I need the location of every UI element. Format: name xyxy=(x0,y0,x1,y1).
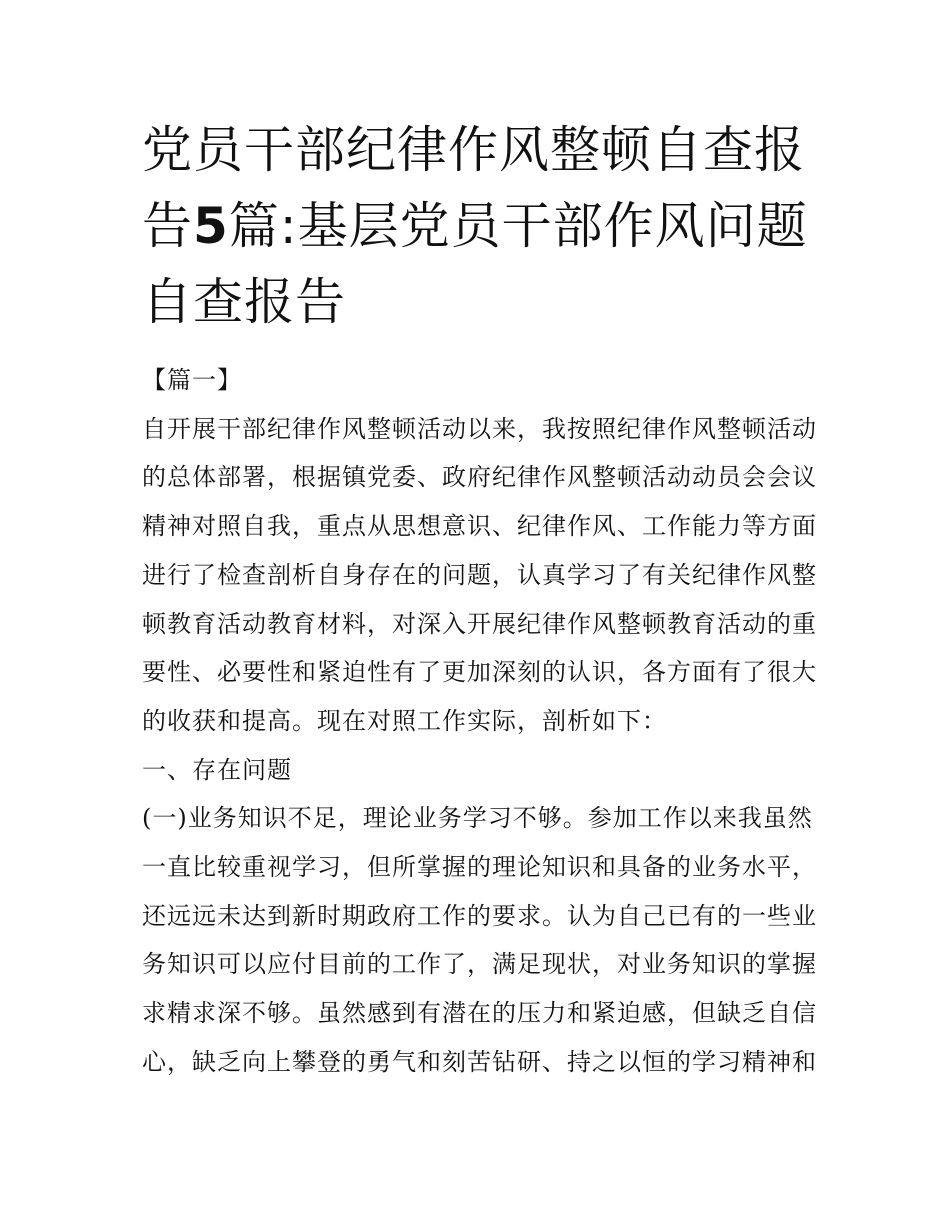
section-label: 【篇一】 xyxy=(142,366,242,394)
title-text-part2: 篇:基层党员干部作风问题自查报告 xyxy=(142,197,808,331)
title-number: 5 xyxy=(193,197,229,255)
paragraph-intro: 自开展干部纪律作风整顿活动以来，我按照纪律作风整顿活动的总体部署，根据镇党委、政府纪律作风整顿活动动员会会议精神对照自我，重点从思想意识、纪律作风、工作能力等方面进行了检查剖析自身存在的问题，认真学习了有关纪律作风整顿教育活动教育材料，对深入开展纪律作风整顿教育活动的重要性、必要性和紧迫性有了更加深刻的认识，各方面有了很大的收获和提高。现在对照工作实际，剖析如下： xyxy=(142,414,817,735)
paragraph-problem-1: (一)业务知识不足，理论业务学习不够。参加工作以来我虽然一直比较重视学习，但所掌握的理论知识和具备的业务水平，还远远未达到新时期政府工作的要求。认为自己已有的一些业务知识可以应付目前的工作了，满足现状，对业务知识的掌握求精求深不够。虽然感到有潜在的压力和紧迫感，但缺乏自信心，缺乏向上攀登的勇气和刻苦钻研、持之以恒的学习精神和 xyxy=(142,804,817,1076)
document-title xyxy=(142,112,822,340)
heading-problems: 一、存在问题 xyxy=(142,755,292,784)
title-text-part1: 党员干部纪律作风整顿自查报告 xyxy=(142,121,805,255)
document-body xyxy=(142,356,822,1087)
